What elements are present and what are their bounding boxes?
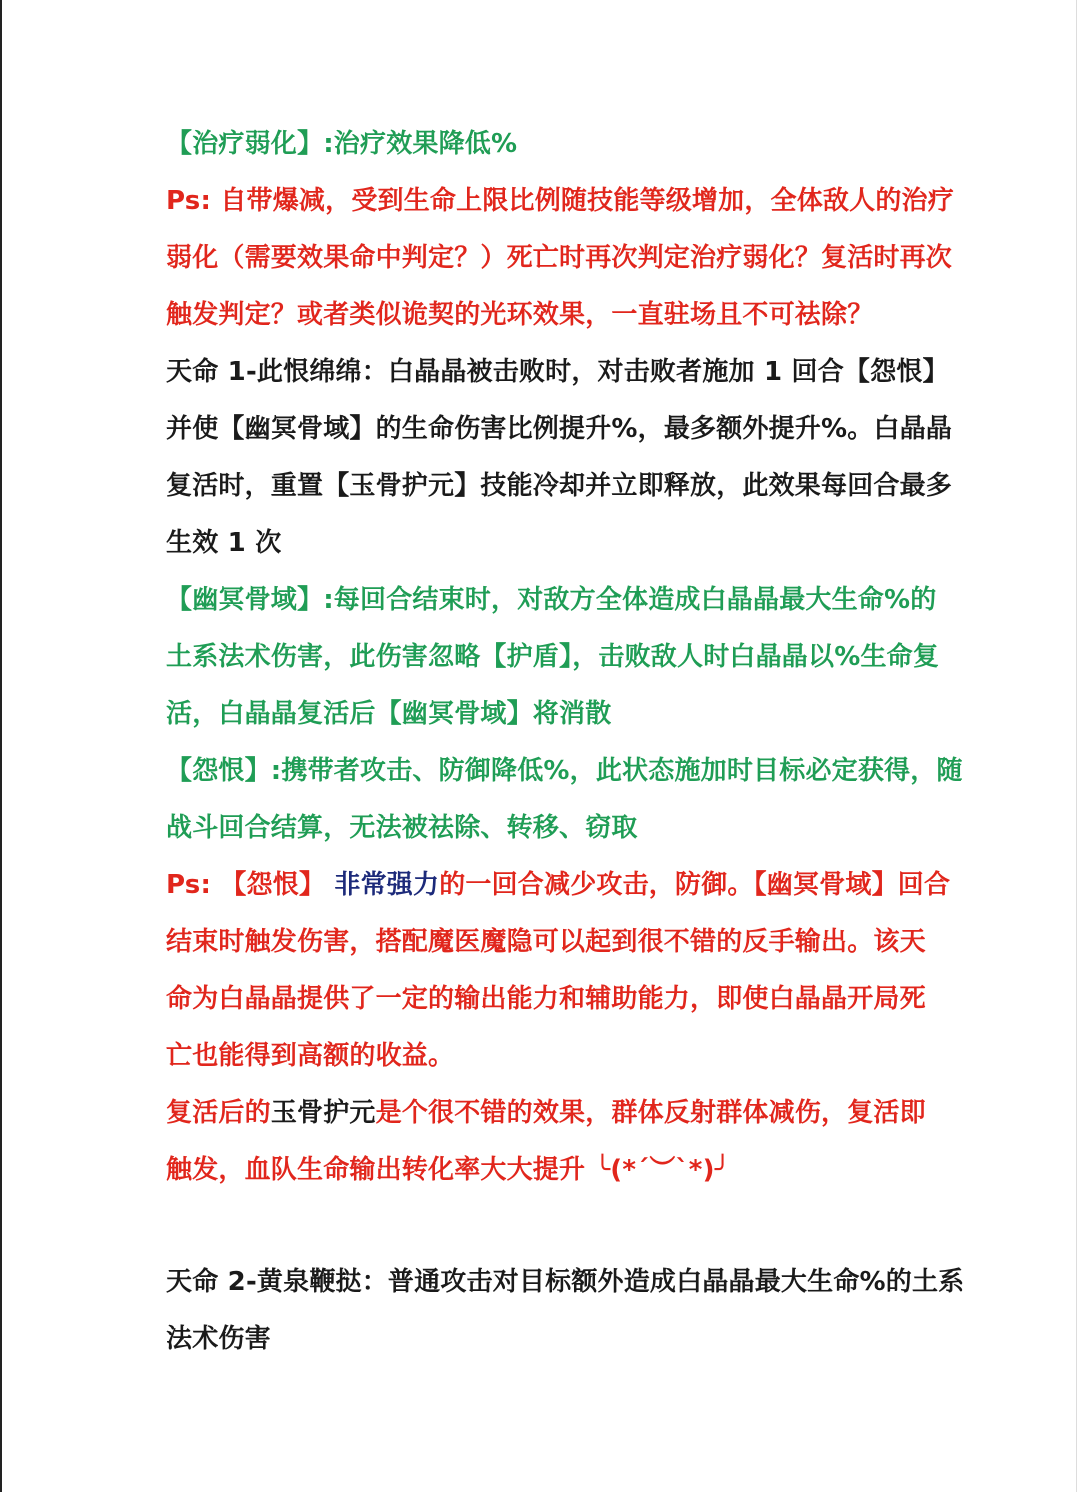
destiny-2-paragraph (166, 1254, 965, 1368)
underworld-domain-paragraph (166, 572, 940, 743)
text-line: 并使【幽冥骨域】的生命伤害比例提升%，最多额外提升%。白晶晶 (166, 414, 953, 444)
ps-note-2 (166, 857, 951, 1085)
text-line (166, 1085, 926, 1142)
text-line: 土系法术伤害，此伤害忽略【护盾】，击败敌人时白晶晶以%生命复 (166, 642, 940, 672)
text-line: 天命 1-此恨绵绵：白晶晶被击败时，对击败者施加 1 回合【怨恨】 (166, 357, 949, 387)
text-line: 【治疗弱化】:治疗效果降低% (166, 129, 518, 159)
text-line: 【怨恨】:携带者攻击、防御降低%，此状态施加时目标必定获得，随 (166, 756, 963, 786)
text-line: 触发，血队生命输出转化率大大提升 ╰(*´︶`*)╯ (166, 1155, 731, 1185)
destiny-1-paragraph (166, 344, 953, 572)
paragraph-gap (166, 1199, 926, 1254)
text-line: Ps: 自带爆减，受到生命上限比例随技能等级增加，全体敌人的治疗 (166, 186, 954, 216)
text-line: 命为白晶晶提供了一定的输出能力和辅助能力，即使白晶晶开局死 (166, 984, 926, 1014)
heal-weaken-paragraph (166, 116, 926, 173)
ps3-suffix: 是个很不错的效果，群体反射群体减伤，复活即 (375, 1098, 926, 1128)
ps2-prefix: Ps: 【怨恨】 (166, 870, 335, 900)
ps2-suffix: 的一回合减少攻击，防御。【幽冥骨域】回合 (439, 870, 951, 900)
ps3-prefix: 复活后的 (166, 1098, 271, 1128)
text-line: 活，白晶晶复活后【幽冥骨域】将消散 (166, 699, 612, 729)
text-line: 天命 2-黄泉鞭挞：普通攻击对目标额外造成白晶晶最大生命%的土系 (166, 1267, 965, 1297)
text-line: 触发判定？或者类似诡契的光环效果，一直驻场且不可祛除？ (166, 300, 874, 330)
text-line: 复活时，重置【玉骨护元】技能冷却并立即释放，此效果每回合最多 (166, 471, 953, 501)
text-line: 弱化（需要效果命中判定？）死亡时再次判定治疗弱化？复活时再次 (166, 243, 953, 273)
text-line: 法术伤害 (166, 1324, 271, 1354)
text-line: 亡也能得到高额的收益。 (166, 1041, 455, 1071)
ps3-highlight: 玉骨护元 (270, 1098, 376, 1128)
text-line: 生效 1 次 (166, 528, 282, 558)
ps2-highlight: 非常强力 (334, 870, 440, 900)
text-line (166, 857, 951, 914)
document-body (166, 116, 965, 1368)
text-line: 结束时触发伤害，搭配魔医魔隐可以起到很不错的反手输出。该天 (166, 927, 926, 957)
text-line: 【幽冥骨域】:每回合结束时，对敌方全体造成白晶晶最大生命%的 (166, 585, 937, 615)
ps-note-1 (166, 173, 954, 344)
grudge-paragraph (166, 743, 963, 857)
ps-note-3 (166, 1085, 926, 1199)
text-line: 战斗回合结算，无法被祛除、转移、窃取 (166, 813, 638, 843)
